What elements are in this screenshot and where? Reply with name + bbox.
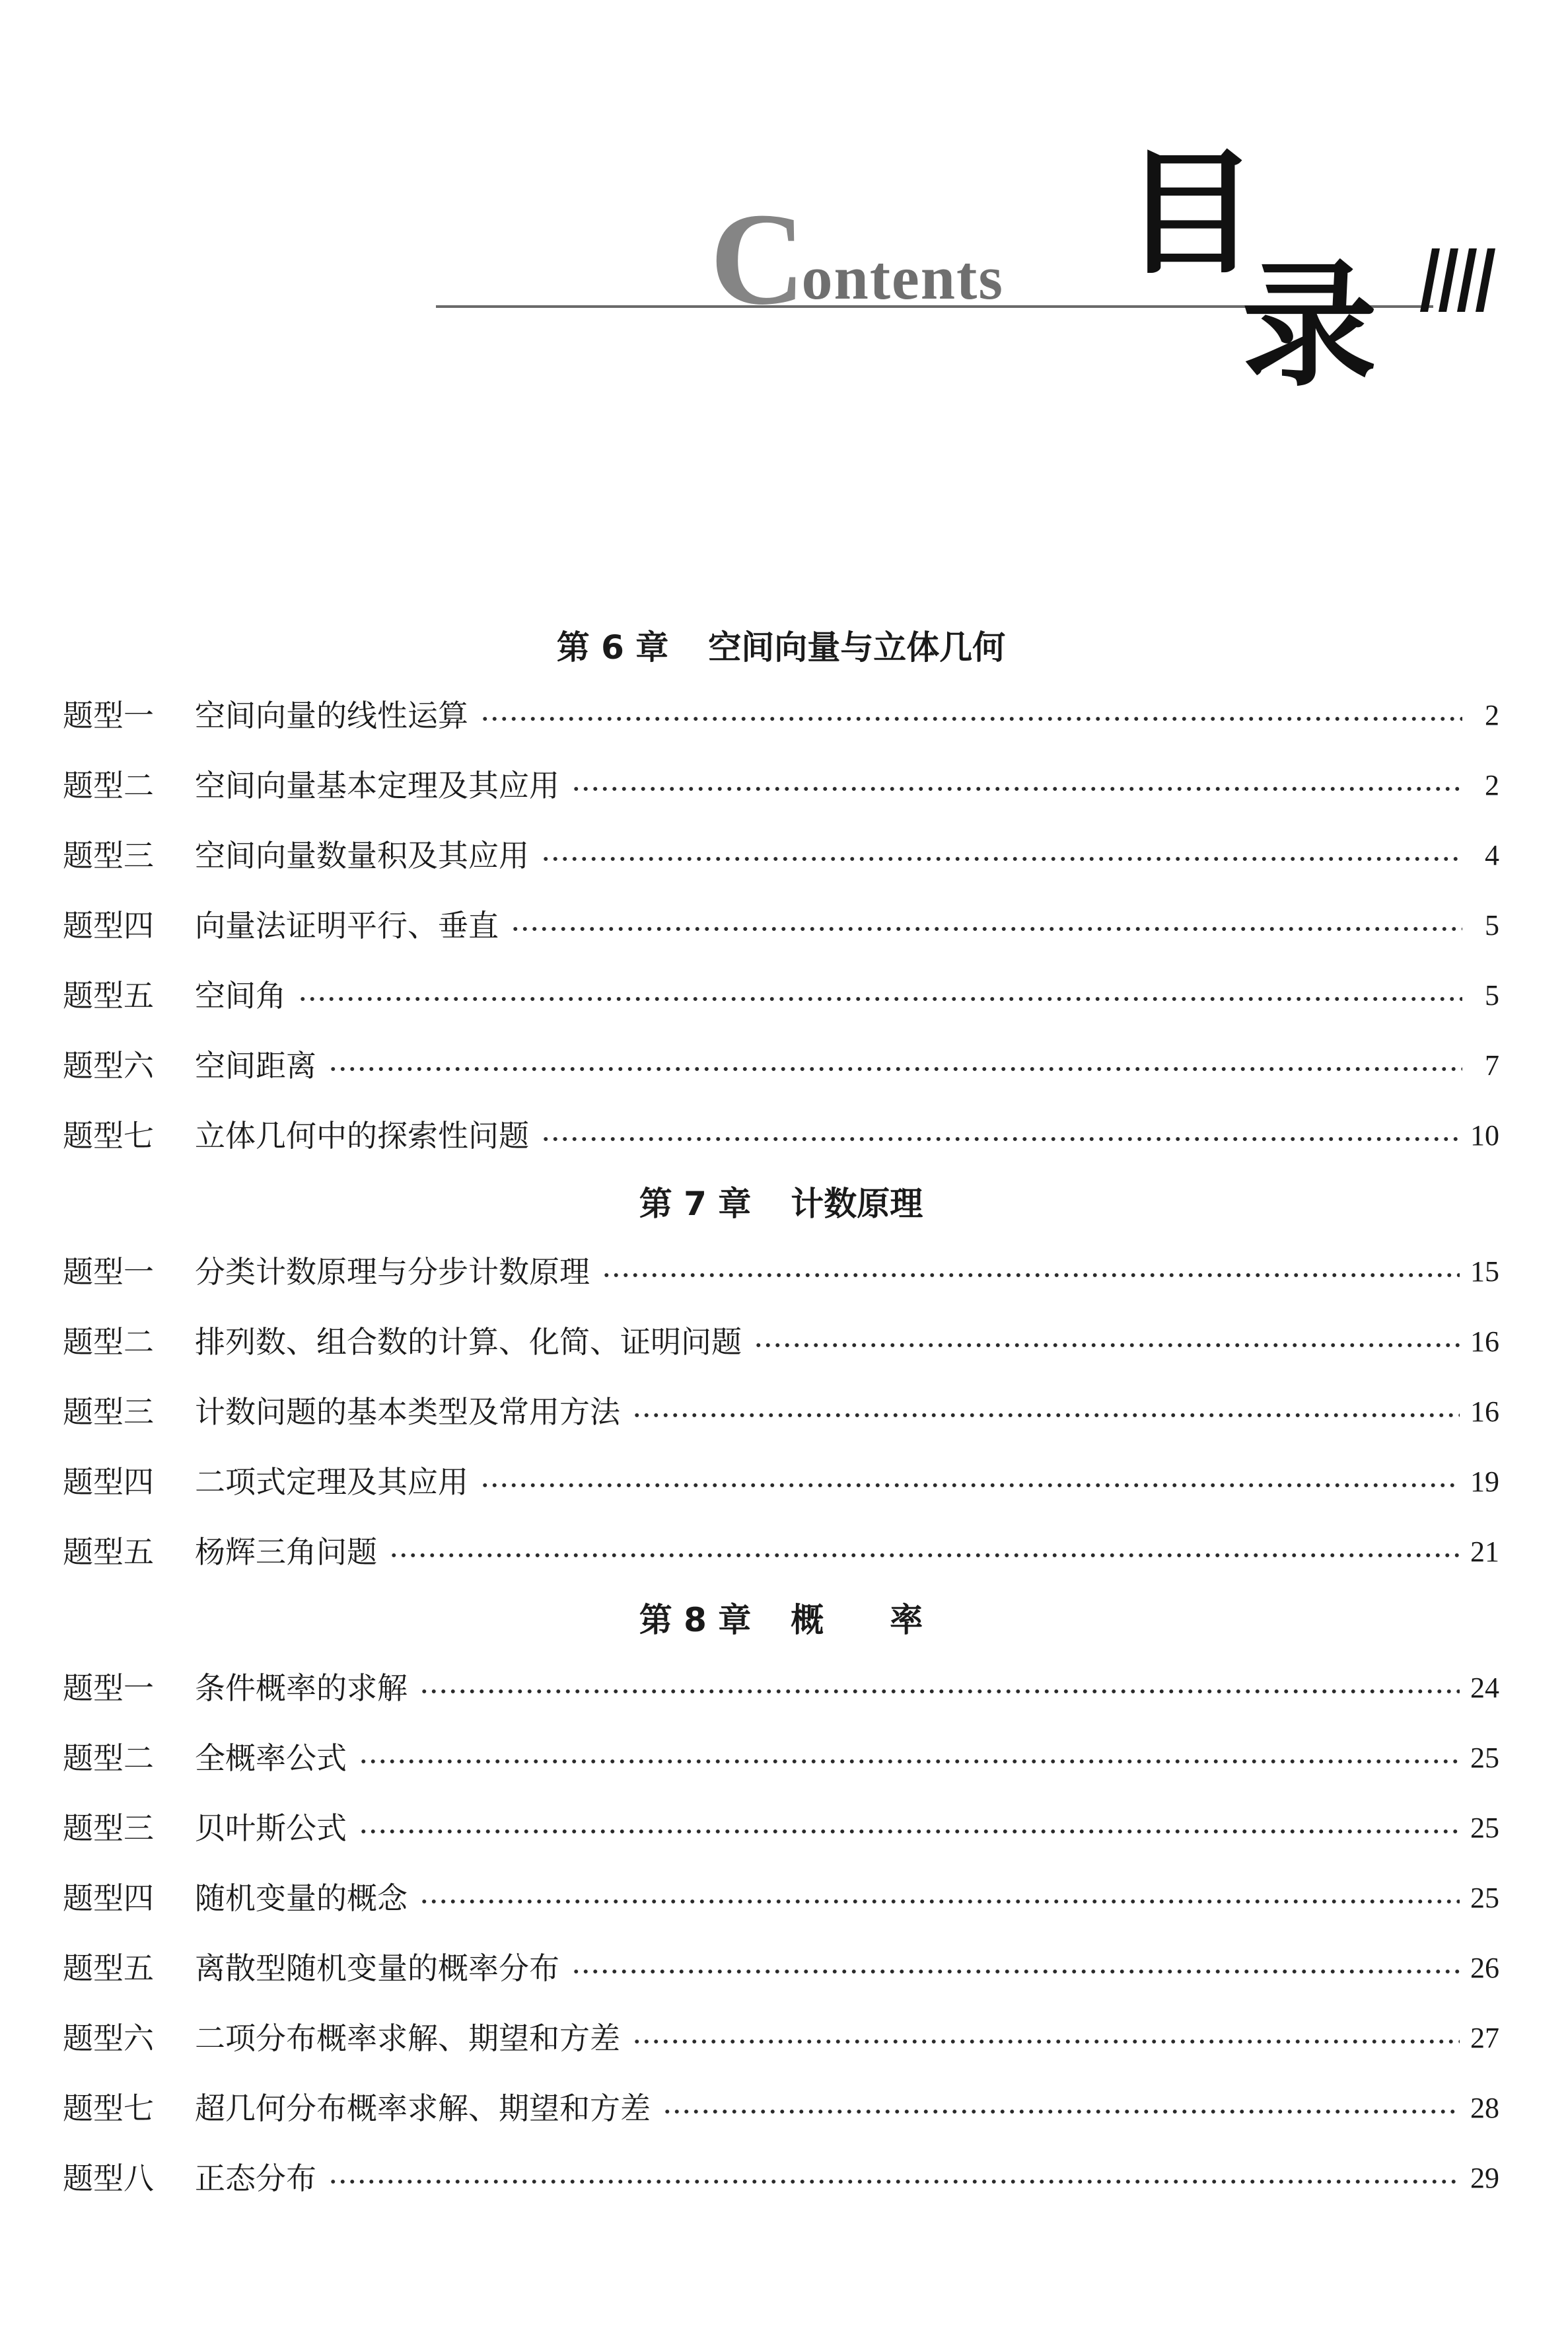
slash-1	[1420, 248, 1440, 312]
table-of-contents	[63, 614, 1499, 2213]
toc-entry[interactable]	[63, 1653, 1499, 1723]
toc-entry[interactable]	[63, 1793, 1499, 1863]
entry-label: 题型六	[63, 1048, 154, 1084]
contents-wordmark	[710, 177, 1004, 332]
dot-leader	[632, 1413, 1460, 1418]
entry-title: 离散型随机变量的概率分布	[195, 1950, 559, 1986]
entry-title: 贝叶斯公式	[195, 1810, 347, 1846]
dot-leader	[359, 1829, 1460, 1834]
page-number: 2	[1485, 699, 1499, 731]
chapter-title: 计数原理	[791, 1185, 923, 1223]
toc-entry[interactable]	[63, 1517, 1499, 1587]
toc-entry[interactable]	[63, 1237, 1499, 1307]
slash-3	[1457, 248, 1477, 312]
contents-initial: C	[710, 186, 806, 332]
dot-leader	[480, 1483, 1460, 1488]
page-number: 24	[1470, 1672, 1499, 1704]
page-number: 25	[1470, 1742, 1499, 1774]
entry-title: 超几何分布概率求解、期望和方差	[195, 2090, 651, 2126]
entry-label: 题型一	[63, 698, 154, 733]
entry-label: 题型三	[63, 838, 154, 873]
entry-label: 题型三	[63, 1810, 154, 1846]
dot-leader	[602, 1273, 1460, 1278]
entry-label: 题型八	[63, 2160, 154, 2196]
slash-4	[1476, 248, 1495, 312]
page-number: 29	[1470, 2162, 1499, 2194]
entry-title: 二项分布概率求解、期望和方差	[195, 2020, 620, 2056]
chapter-heading	[63, 1587, 1499, 1653]
chapter-number: 第 7 章	[639, 1185, 752, 1223]
entry-title: 随机变量的概念	[195, 1880, 408, 1916]
dot-leader	[480, 716, 1462, 721]
entry-title: 排列数、组合数的计算、化简、证明问题	[195, 1324, 742, 1360]
dot-leader	[541, 1136, 1460, 1142]
entry-label: 题型五	[63, 1534, 154, 1570]
entry-label: 题型一	[63, 1670, 154, 1706]
entry-label: 题型三	[63, 1394, 154, 1430]
entry-label: 题型七	[63, 2090, 154, 2126]
dot-leader	[328, 2179, 1460, 2184]
dot-leader	[419, 1899, 1460, 1904]
entry-label: 题型二	[63, 768, 154, 803]
page-number: 26	[1470, 1952, 1499, 1984]
page-number: 2	[1485, 769, 1499, 801]
toc-entry[interactable]	[63, 821, 1499, 891]
dot-leader	[571, 786, 1462, 792]
entry-label: 题型四	[63, 1464, 154, 1500]
chapter-heading	[63, 1171, 1499, 1237]
page-number: 5	[1485, 909, 1499, 941]
toc-entry[interactable]	[63, 1031, 1499, 1101]
dot-leader	[328, 1066, 1462, 1072]
entry-title: 杨辉三角问题	[195, 1534, 377, 1570]
toc-entry[interactable]	[63, 1447, 1499, 1517]
entry-title: 分类计数原理与分步计数原理	[195, 1254, 590, 1290]
chapter-title: 概 率	[791, 1601, 923, 1639]
entry-title: 二项式定理及其应用	[195, 1464, 468, 1500]
entry-label: 题型四	[63, 908, 154, 943]
page-number: 19	[1470, 1465, 1499, 1498]
dot-leader	[511, 926, 1462, 932]
contents-header	[0, 0, 1568, 410]
toc-entry[interactable]	[63, 1723, 1499, 1793]
chapter-number: 第 8 章	[639, 1601, 752, 1639]
entry-title: 向量法证明平行、垂直	[195, 908, 499, 943]
entry-label: 题型五	[63, 1950, 154, 1986]
page-number: 7	[1485, 1049, 1499, 1082]
title-char-mu: 目	[1123, 135, 1258, 293]
dot-leader	[754, 1343, 1460, 1348]
contents-rest: ontents	[801, 244, 1004, 313]
page-number: 28	[1470, 2092, 1499, 2124]
toc-entry[interactable]	[63, 1377, 1499, 1447]
page-number: 27	[1470, 2022, 1499, 2054]
entry-title: 立体几何中的探索性问题	[195, 1118, 529, 1154]
toc-entry[interactable]	[63, 2003, 1499, 2073]
dot-leader	[662, 2109, 1460, 2114]
toc-entry[interactable]	[63, 1863, 1499, 1933]
dot-leader	[359, 1759, 1460, 1764]
page-number: 25	[1470, 1812, 1499, 1844]
entry-title: 计数问题的基本类型及常用方法	[195, 1394, 620, 1430]
page-number: 16	[1470, 1325, 1499, 1358]
entry-title: 空间向量基本定理及其应用	[195, 768, 559, 803]
toc-entry[interactable]	[63, 1307, 1499, 1377]
entry-label: 题型五	[63, 978, 154, 1014]
toc-entry[interactable]	[63, 1101, 1499, 1171]
entry-title: 空间向量数量积及其应用	[195, 838, 529, 873]
entry-label: 题型一	[63, 1254, 154, 1290]
page-number: 15	[1470, 1255, 1499, 1288]
toc-entry[interactable]	[63, 2073, 1499, 2143]
toc-entry[interactable]	[63, 891, 1499, 961]
entry-title: 全概率公式	[195, 1740, 347, 1776]
toc-entry[interactable]	[63, 1933, 1499, 2003]
toc-entry[interactable]	[63, 681, 1499, 751]
toc-entry[interactable]	[63, 2143, 1499, 2213]
dot-leader	[571, 1969, 1460, 1974]
toc-entry[interactable]	[63, 961, 1499, 1031]
chapter-title: 空间向量与立体几何	[708, 628, 1006, 667]
slash-2	[1439, 248, 1458, 312]
chapter-number: 第 6 章	[556, 628, 669, 667]
entry-title: 空间向量的线性运算	[195, 698, 468, 733]
title-char-lu: 录	[1242, 248, 1377, 405]
dot-leader	[419, 1689, 1460, 1694]
page-number: 21	[1470, 1535, 1499, 1568]
page-number: 25	[1470, 1882, 1499, 1914]
dot-leader	[389, 1553, 1460, 1558]
entry-label: 题型二	[63, 1324, 154, 1360]
entry-label: 题型七	[63, 1118, 154, 1154]
page-number: 5	[1485, 979, 1499, 1012]
page-number: 4	[1485, 839, 1499, 871]
dot-leader	[632, 2039, 1460, 2044]
toc-entry[interactable]	[63, 751, 1499, 821]
chapter-heading	[63, 614, 1499, 681]
entry-label: 题型六	[63, 2020, 154, 2056]
page-number: 10	[1470, 1119, 1499, 1152]
page-number: 16	[1470, 1395, 1499, 1428]
entry-title: 正态分布	[195, 2160, 316, 2196]
dot-leader	[541, 856, 1462, 862]
entry-label: 题型二	[63, 1740, 154, 1776]
entry-title: 条件概率的求解	[195, 1670, 408, 1706]
decorative-slashes	[1420, 248, 1499, 312]
entry-title: 空间角	[195, 978, 286, 1014]
dot-leader	[298, 996, 1462, 1002]
entry-title: 空间距离	[195, 1048, 316, 1084]
entry-label: 题型四	[63, 1880, 154, 1916]
